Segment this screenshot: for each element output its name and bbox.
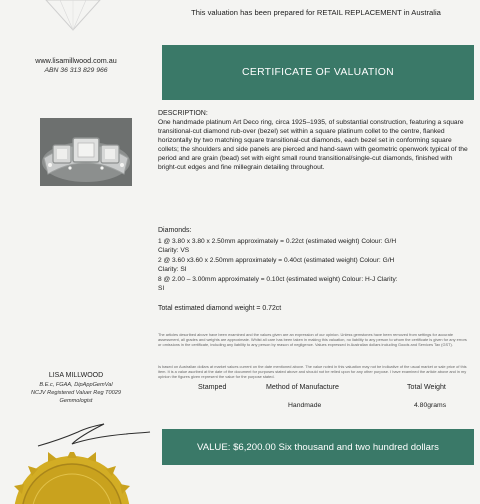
diamond-line: 2 @ 3.60 x3.60 x 2.50mm approximately = 0.40ct (estimated weight) Colour: G/H [158,257,395,264]
left-column [0,0,152,504]
ring-illustration [40,118,132,186]
table-header-stamped: Stamped [198,383,227,391]
certificate-title: CERTIFICATE OF VALUATION [242,67,394,78]
diamond-logo-icon [38,0,108,32]
signature-image [34,420,154,454]
certificate-title-banner [162,45,474,100]
diamond-line: Clarity: SI [158,266,187,273]
table-cell-method: Handmade [288,402,322,409]
valuer-title: Gemmologist [59,398,93,404]
diamond-line: 1 @ 3.80 x 3.80 x 2.50mm approximately = 0.22ct (estimated weight) Colour: G/H [158,238,397,245]
valuer-name: LISA MILLWOOD [48,372,104,379]
total-diamond-weight: Total estimated diamond weight = 0.72ct [158,305,282,312]
valuation-banner [162,429,474,465]
website-url: www.lisamillwood.com.au [35,56,117,65]
diamonds-title: Diamonds: [158,227,192,234]
description-text: One handmade platinum Art Deco ring, circa 1925–1935, of substantial construction, featuring a square transitional-cut diamond rub-over (bezel) set within a square platinum collet to the centre, flanked horizontally by two matching square transitional-cut diamonds, each bezel set in conforming square collets; the shoulders and side panels are pierced and hand-sawn with geometric openwork typical of the period and are grain (bead) set with eight small round transitional/single-cut diamonds, finished with bright-cut edges and fine millegrain detailing throughout. [158,119,468,171]
disclaimer-paragraph: The articles described above have been examined and the values given are an expression of our opinion. Unless gemstones have been removed from settings for accurate assessment, all grades and weights are approximate. Whilst all care has been taken in making this valuation, no liability to any person to whom the certificate is given for any errors or omissions in the certificate, including any liability to any person by reason of negligence. Values expressed in Australian dollars including Goods and Services Tax (GST). [158,332,467,348]
abn-number: ABN 36 313 829 966 [44,67,108,74]
valuer-qualifications: B.E.c, FGAA, DipAppGemVal [39,382,113,388]
table-header-method: Method of Manufacture [266,383,339,391]
valuation-amount: VALUE: $6,200.00 Six thousand and two hundred dollars [197,441,439,453]
diamond-line: SI [158,285,165,292]
valuer-registration: NCJV Registered Valuer Reg T0029 [31,390,121,396]
diamond-line: 8 @ 2.00 – 3.00mm approximately = 0.10ct (estimated weight) Colour: H-J Clarity: [158,276,398,283]
table-header-weight: Total Weight [407,383,446,391]
diamond-line: Clarity: VS [158,247,190,254]
ring-photo [40,118,132,186]
intro-text: This valuation has been prepared for RETAIL REPLACEMENT in Australia [191,8,441,17]
description-label: DESCRIPTION: [158,110,208,117]
disclaimer-paragraph: Is based on Australian dollars at market values current on the date mentioned above. The value noted in this valuation may not be indicative of the usual market or sale price of this item. It is a value ascribed at the date of the document for purposes stated above and should not be relied upon for any other purpose. I have examined the article above and in my opinion the figures given represent the value for the purpose stated. [158,364,467,380]
table-cell-weight: 4.80grams [414,402,447,409]
gold-seal-icon [0,452,135,504]
right-column [152,0,480,504]
